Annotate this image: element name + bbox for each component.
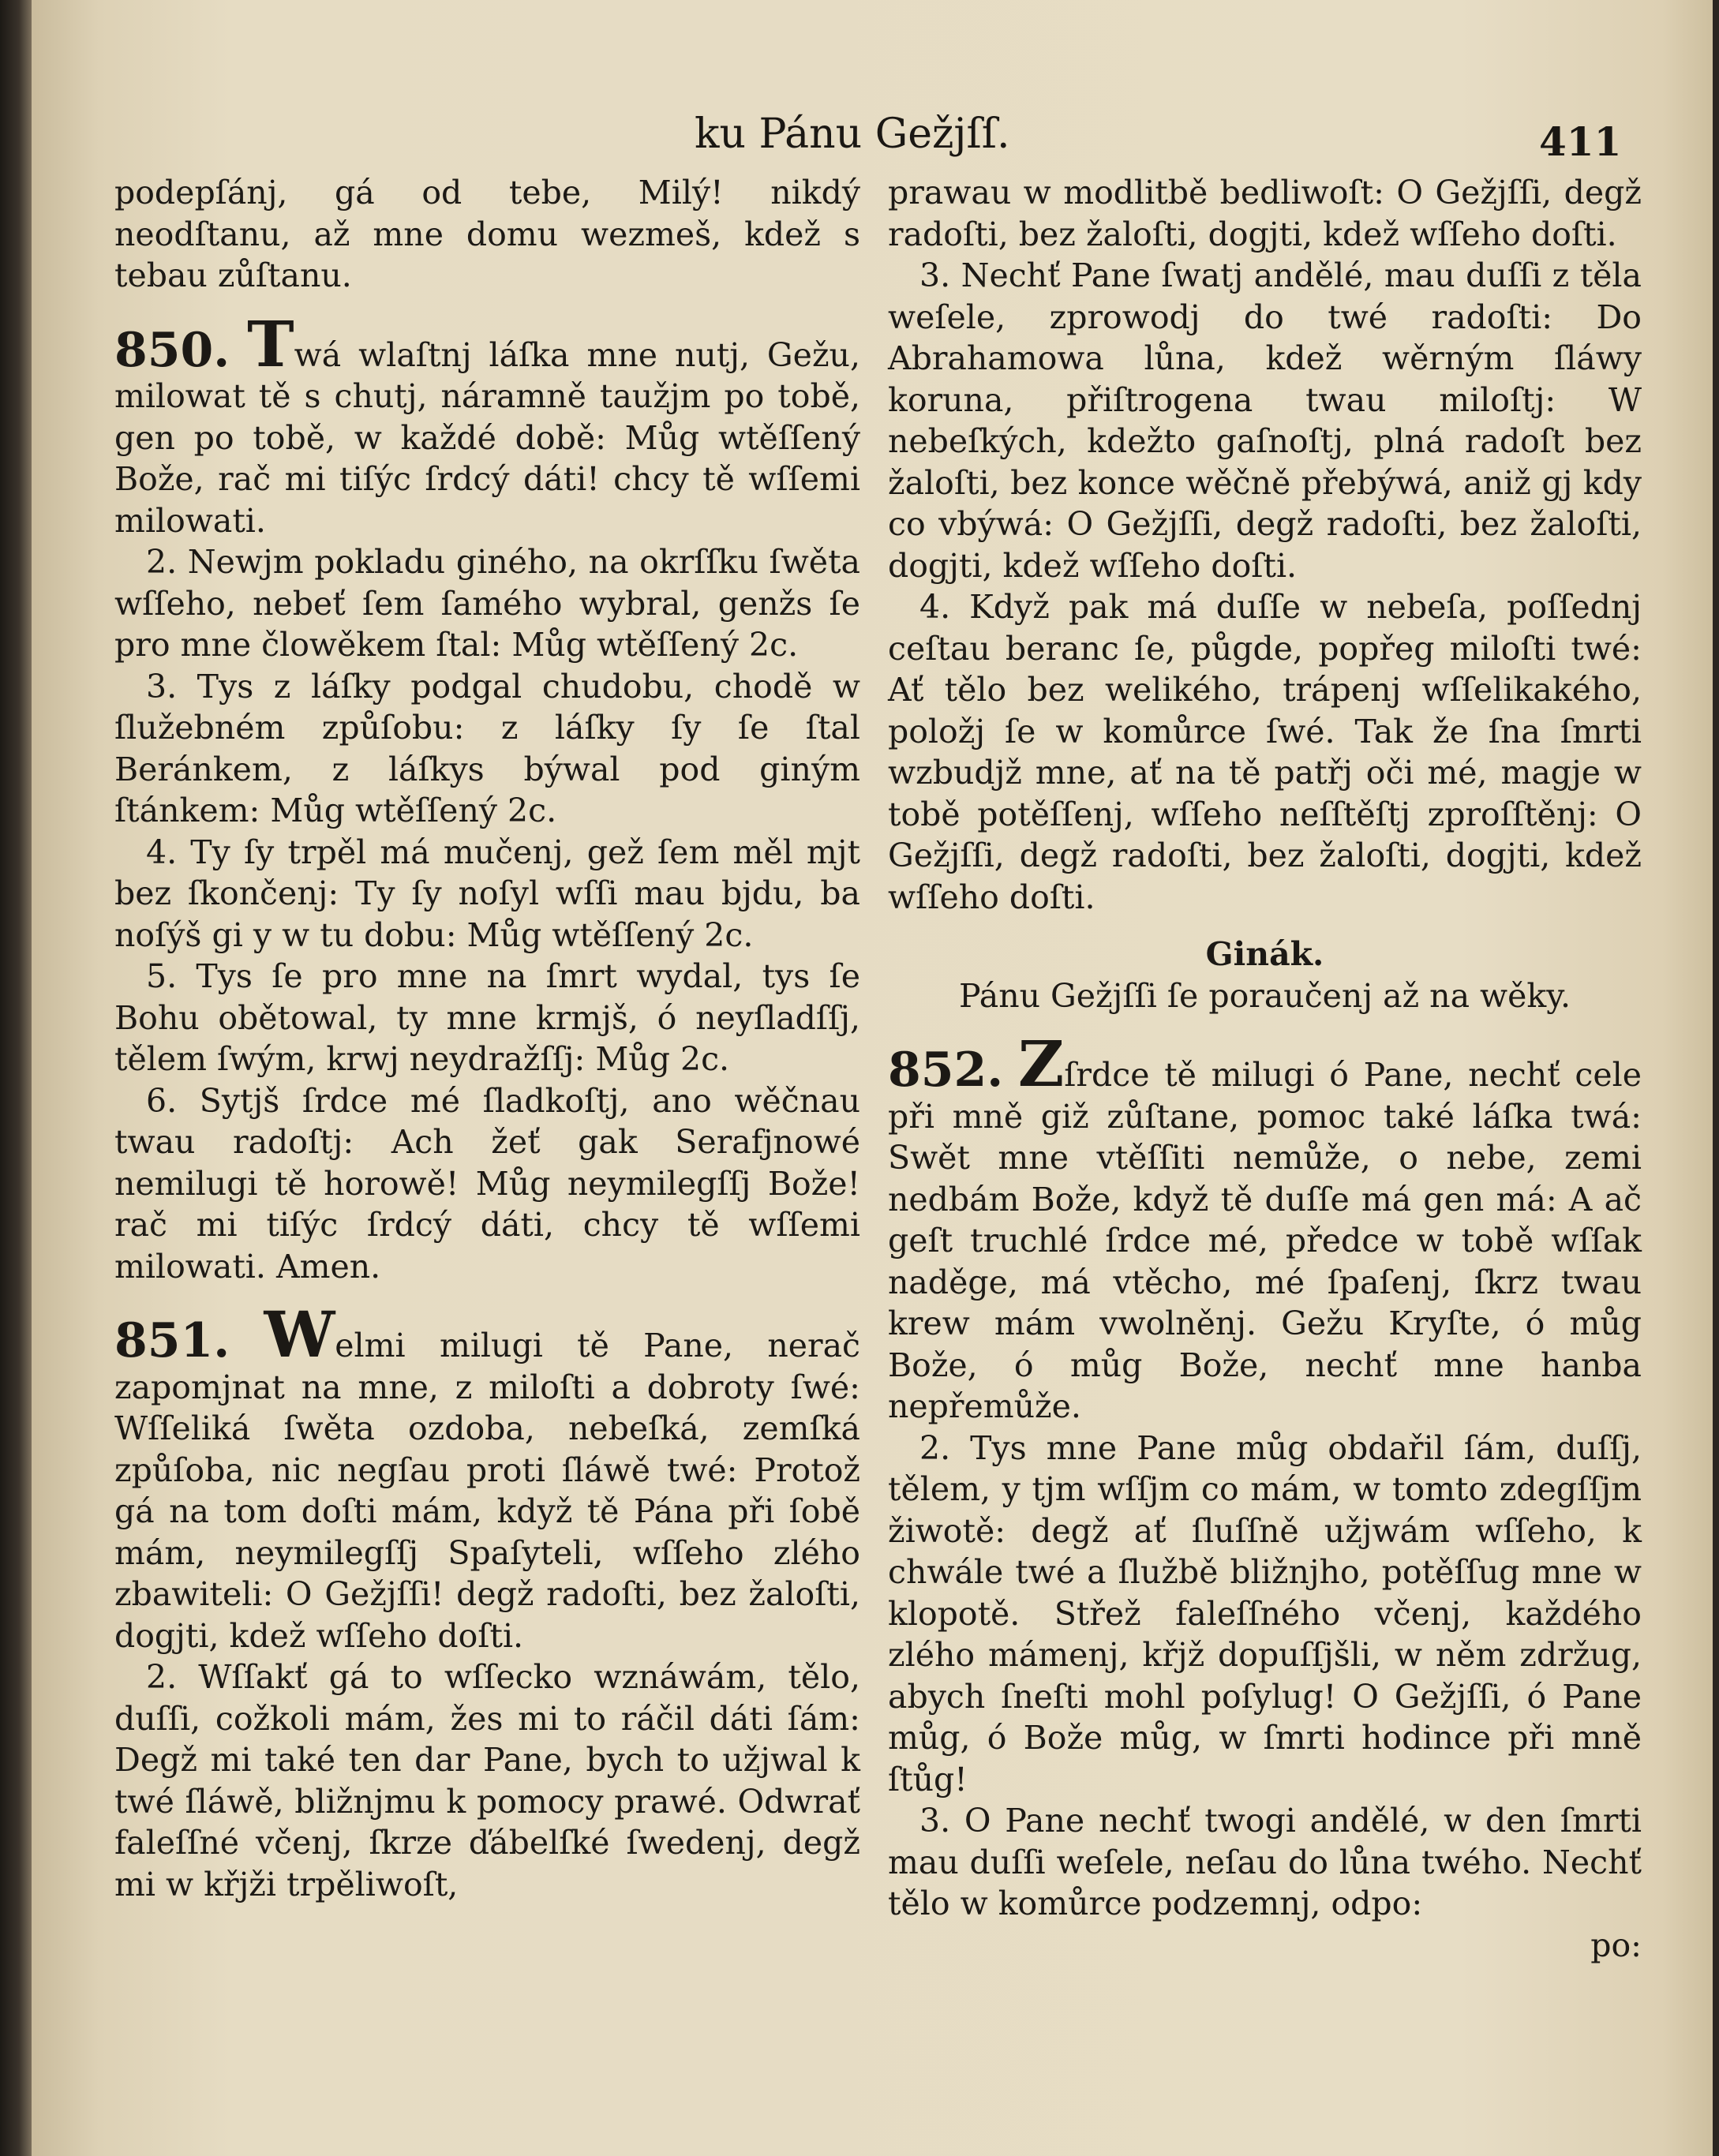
drop-initial: Z [1017, 1027, 1065, 1101]
hymn-852-verse-1 [888, 1027, 1642, 1428]
hymn-850-verse-3: 3. Tys z láſky podgal chudobu, chodě w ſlužebném způſobu: z láſky ſy ſe ſtal Beránkem, z láſkys býwal pod giným ſtánkem: Můg wtěſſený 2c. [114, 667, 860, 829]
catchword: po: [1590, 1926, 1642, 1964]
verse-text: elmi milugi tě Pane, nerač zapomjnat na mne, z miloſti a dobroty ſwé: Wſſeliká ſwěta ozdoba, nebeſká, zemſká způſoba, nic negſau proti ſláwě twé: Protož gá na tom doſti mám, když tě Pána při ſobě mám, neymilegſſj Spaſyteli, wſſeho zlého zbawiteli: O Gežjſſi! degž radoſti, bez žaloſti, dogjti, kdež wſſeho doſti. [114, 1327, 860, 1655]
left-column [114, 172, 860, 1905]
hymn-851-verse-2: 2. Wſſakť gá to wſſecko wznáwám, tělo, duſſi, cožkoli mám, žes mi to ráčil dáti ſám: Degž mi také ten dar Pane, bych to užjwal k twé ſláwě, bližnjmu k pomocy prawé. Odwrať faleſſné včenj, ſkrze ďábelſké ſwedenj, degž mi w křjži trpěliwoſt, [114, 1658, 860, 1903]
page-number: 411 [1539, 118, 1622, 165]
running-header: ku Pánu Gežjſſ. [695, 110, 1010, 158]
verse-text: wá wlaſtnj láſka mne nutj, Gežu, milowat tě s chutj, náramně taužjm po tobě, gen po tobě, w každé době: Můg wtěſſený Bože, rač mi tiſýc ſrdcý dáti! chcy tě wſſemi milowati. [114, 335, 860, 540]
hymn-851-verse-3: 3. Nechť Pane ſwatj andělé, mau duſſi z těla weſele, zprowodj do twé radoſti: Do Abrahamowa lůna, kdež wěrným ſláwy koruna, přiſtrogena twau miloſtj: W nebeſkých, kdežto gaſnoſtj, plná radoſt bez žaloſti, bez konce wěčně přebýwá, aniž gj kdy co vbýwá: O Gežjſſi, degž radoſti, bez žaloſti, dogjti, kdež wſſeho doſti. [888, 256, 1642, 585]
hymn-number: 852. [888, 1042, 1004, 1098]
hymn-852-verse-3: 3. O Pane nechť twogi andělé, w den ſmrti mau duſſi weſele, neſau do lůna twého. Nechť tělo w komůrce podzemnj, odpo: [888, 1802, 1642, 1922]
continuation-text: podepſánj, gá od tebe, Milý! nikdý neodſtanu, až mne domu wezmeš, kdež s tebau zůſtanu. [114, 174, 860, 294]
hymn-852-verse-2: 2. Tys mne Pane můg obdařil ſám, duſſj, tělem, y tjm wſſjm co mám, w tomto zdegſſjm žiwotě: degž ať ſluſſně užjwám wſſeho, k chwále twé a ſlužbě bližnjho, potěſſug mne w klopotě. Střež faleſſného včenj, každého zlého mámenj, křjž dopuſſjšli, w něm zdržug, abych ſneſti mohl poſylug! O Gežjſſi, ó Pane můg, ó Bože můg, w ſmrti hodince při mně ſtůg! [888, 1428, 1642, 1799]
section-heading: Ginák. [1205, 935, 1324, 973]
verse-text: ſrdce tě milugi ó Pane, nechť cele při mně giž zůſtane, pomoc také láſka twá: Swět mne vtěſſiti nemůže, o nebe, zemi nedbám Bože, když tě duſſe má gen má: A ač geſt truchlé ſrdce mé, předce w tobě wſſak naděge, má vtěcho, mé ſpaſenj, ſkrz twau krew mám vwolněnj. Gežu Kryſte, ó můg Bože, ó můg Bože, nechť mne hanba nepřemůže. [888, 1056, 1642, 1425]
hymn-851-verse-1 [114, 1297, 860, 1656]
hymn-851-verse-4: 4. Když pak má duſſe w nebeſa, poſſednj ceſtau beranc ſe, půgde, popřeg miloſti twé: Ať tělo bez welikého, trápenj wſſelikakého, položj ſe w komůrce ſwé. Tak že ſna ſmrti wzbudjž mne, ať na tě patřj oči mé, magje w tobě potěſſenj, wſſeho neſſtěſtj zproſſtěnj: O Gežjſſi, degž radoſti, bez žaloſti, dogjti, kdež wſſeho doſti. [888, 588, 1642, 916]
hymn-number: 851. [114, 1313, 230, 1368]
hymn-850-verse-4: 4. Ty ſy trpěl má mučenj, gež ſem měl mjt bez ſkončenj: Ty ſy noſyl wſſi mau bjdu, ba noſýš gi y w tu dobu: Můg wtěſſený 2c. [114, 833, 860, 954]
drop-initial: W [264, 1297, 335, 1372]
book-spine [0, 0, 32, 2156]
continuation-text: prawau w modlitbě bedliwoſt: O Gežjſſi, degž radoſti, bez žaloſti, dogjti, kdež wſſeho doſti. [888, 174, 1642, 253]
hymn-number: 850. [114, 322, 230, 378]
book-page [32, 0, 1713, 2156]
hymn-850-verse-5: 5. Tys ſe pro mne na ſmrt wydal, tys ſe Bohu obětowal, ty mne krmjš, ó neyſladſſj, tělem ſwým, krwj neydražſſj: Můg 2c. [114, 957, 860, 1078]
hymn-850-verse-6: 6. Sytjš ſrdce mé ſladkoſtj, ano wěčnau twau radoſtj: Ach žeť gak Serafjnowé nemilugi tě horowě! Můg neymilegſſj Bože! rač mi tiſýc ſrdcý dáti, chcy tě wſſemi milowati. Amen. [114, 1081, 860, 1286]
drop-initial: T [247, 306, 294, 381]
hymn-850-verse-1 [114, 306, 860, 542]
hymn-subtitle: Pánu Gežjſſi ſe poraučenj až na wěky. [959, 976, 1571, 1015]
right-column [888, 172, 1642, 1966]
hymn-850-verse-2: 2. Newjm pokladu giného, na okrſſku ſwěta wſſeho, nebeť ſem ſamého wybral, genžs ſe pro mne člowěkem ſtal: Můg wtěſſený 2c. [114, 543, 860, 664]
